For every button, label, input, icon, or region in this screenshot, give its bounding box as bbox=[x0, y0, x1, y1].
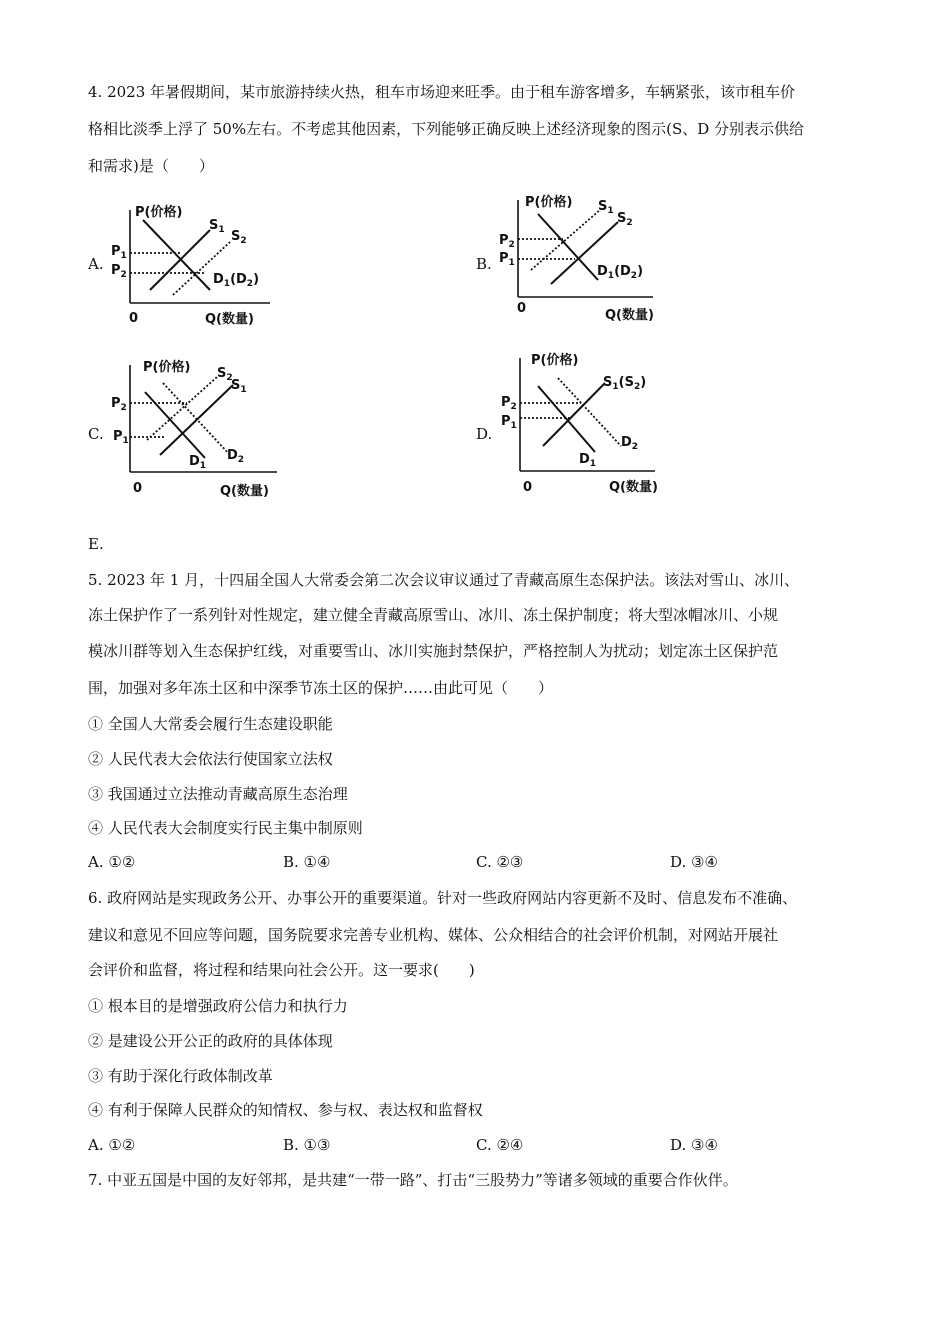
option-d-letter: D. bbox=[476, 425, 493, 443]
q5-line-4: 围，加强对多年冻土区和中深季节冻土区的保护……由此可见（ ） bbox=[88, 679, 554, 697]
graph-c-q-axis-label: Q(数量) bbox=[220, 484, 269, 499]
graph-d-s-line bbox=[543, 383, 605, 446]
graph-b-s2-label: $S_2$ bbox=[617, 211, 633, 228]
q6-item-3: ③ 有助于深化行政体制改革 bbox=[88, 1067, 273, 1085]
graph-c-p-lower: $P_1$ bbox=[113, 429, 129, 446]
option-b-letter: B. bbox=[476, 255, 492, 273]
q5-option-a: A. ①② bbox=[88, 853, 136, 871]
graph-d-d1-label: $D_1$ bbox=[579, 452, 597, 469]
graph-c-d2-label: $D_2$ bbox=[227, 448, 245, 465]
graph-d-p-lower: $P_1$ bbox=[501, 414, 517, 431]
q5-line-2: 冻土保护作了一系列针对性规定，建立健全青藏高原雪山、冰川、冻土保护制度；将大型冰帽冰川、小规 bbox=[88, 606, 779, 624]
q6-line-1: 6. 政府网站是实现政务公开、办事公开的重要渠道。针对一些政府网站内容更新不及时、信息发布不准确、 bbox=[88, 889, 798, 907]
q6-option-b: B. ①③ bbox=[283, 1136, 331, 1154]
graph-a bbox=[105, 200, 285, 330]
graph-b-p-upper: $P_2$ bbox=[499, 233, 515, 250]
graph-c bbox=[105, 355, 290, 500]
q4-line-1: 4. 2023 年暑假期间，某市旅游持续火热，租车市场迎来旺季。由于租车游客增多，车辆紧张，该市租车价 bbox=[88, 83, 796, 101]
q6-item-4: ④ 有利于保障人民群众的知情权、参与权、表达权和监督权 bbox=[88, 1101, 483, 1119]
q6-option-d: D. ③④ bbox=[670, 1136, 718, 1154]
graph-b-origin: 0 bbox=[517, 301, 527, 316]
graph-c-s1-label: $S_1$ bbox=[231, 378, 247, 395]
graph-c-d1-line bbox=[145, 392, 205, 458]
graph-a-p-upper: $P_1$ bbox=[111, 244, 127, 261]
option-e: E. bbox=[88, 535, 104, 553]
graph-c-p-axis-label: P(价格) bbox=[143, 360, 191, 375]
q5-line-1: 5. 2023 年 1 月，十四届全国人大常委会第二次会议审议通过了青藏高原生态保护法。该法对雪山、冰川、 bbox=[88, 571, 800, 589]
option-c-letter: C. bbox=[88, 425, 104, 443]
graph-a-p-lower: $P_2$ bbox=[111, 263, 127, 280]
q6-option-c: C. ②④ bbox=[476, 1136, 524, 1154]
q6-option-a: A. ①② bbox=[88, 1136, 136, 1154]
q6-line-3: 会评价和监督，将过程和结果向社会公开。这一要求( ) bbox=[88, 961, 475, 979]
graph-d bbox=[493, 348, 678, 498]
graph-b-q-axis-label: Q(数量) bbox=[605, 308, 654, 323]
q5-option-b: B. ①④ bbox=[283, 853, 331, 871]
option-a-letter: A. bbox=[88, 255, 104, 273]
graph-a-d-label: $D_1(D_2)$ bbox=[213, 272, 260, 289]
graph-d-d2-label: $D_2$ bbox=[621, 435, 639, 452]
graph-a-p-axis-label: P(价格) bbox=[135, 205, 183, 220]
q7-line-1: 7. 中亚五国是中国的友好邻邦，是共建“一带一路”、打击“三股势力”等诸多领域的重要合作伙伴。 bbox=[88, 1171, 738, 1189]
graph-a-q-axis-label: Q(数量) bbox=[205, 312, 254, 327]
graph-a-s2-line bbox=[173, 242, 230, 295]
graph-c-p-upper: $P_2$ bbox=[111, 396, 127, 413]
q6-item-1: ① 根本目的是增强政府公信力和执行力 bbox=[88, 997, 348, 1015]
q5-item-2: ② 人民代表大会依法行使国家立法权 bbox=[88, 750, 333, 768]
graph-c-s2-label: $S_2$ bbox=[217, 366, 233, 383]
graph-d-p-axis-label: P(价格) bbox=[531, 353, 579, 368]
graph-b-p-axis-label: P(价格) bbox=[525, 195, 573, 210]
graph-c-origin: 0 bbox=[133, 481, 143, 496]
q5-item-3: ③ 我国通过立法推动青藏高原生态治理 bbox=[88, 785, 348, 803]
q4-line-2: 格相比淡季上浮了 50%左右。不考虑其他因素，下列能够正确反映上述经济现象的图示(S、D 分别表示供给 bbox=[88, 120, 805, 138]
graph-b-d-label: $D_1(D_2)$ bbox=[597, 264, 644, 281]
q4-line-3: 和需求)是（ ） bbox=[88, 157, 214, 175]
graph-c-d1-label: $D_1$ bbox=[189, 454, 207, 471]
graph-a-s2-label: $S_2$ bbox=[231, 229, 247, 246]
graph-b-s1-label: $S_1$ bbox=[598, 199, 614, 216]
graph-b-p-lower: $P_1$ bbox=[499, 251, 515, 268]
graph-d-origin: 0 bbox=[523, 480, 533, 495]
q5-option-c: C. ②③ bbox=[476, 853, 524, 871]
graph-a-origin: 0 bbox=[129, 311, 139, 326]
q5-item-1: ① 全国人大常委会履行生态建设职能 bbox=[88, 715, 333, 733]
graph-d-p-upper: $P_2$ bbox=[501, 395, 517, 412]
graph-a-d1-line bbox=[143, 220, 210, 290]
q6-line-2: 建议和意见不回应等问题，国务院要求完善专业机构、媒体、公众相结合的社会评价机制，对网站开展社 bbox=[88, 926, 779, 944]
graph-b bbox=[493, 192, 673, 327]
graph-a-s1-label: $S_1$ bbox=[209, 218, 225, 235]
graph-d-q-axis-label: Q(数量) bbox=[609, 480, 658, 495]
graph-d-s-label: $S_1(S_2)$ bbox=[603, 375, 647, 392]
q5-item-4: ④ 人民代表大会制度实行民主集中制原则 bbox=[88, 819, 363, 837]
graph-b-d1-line bbox=[538, 214, 598, 280]
q5-option-d: D. ③④ bbox=[670, 853, 718, 871]
q5-line-3: 模冰川群等划入生态保护红线，对重要雪山、冰川实施封禁保护，严格控制人为扰动；划定冻土区保护范 bbox=[88, 642, 779, 660]
q6-item-2: ② 是建设公开公正的政府的具体体现 bbox=[88, 1032, 333, 1050]
